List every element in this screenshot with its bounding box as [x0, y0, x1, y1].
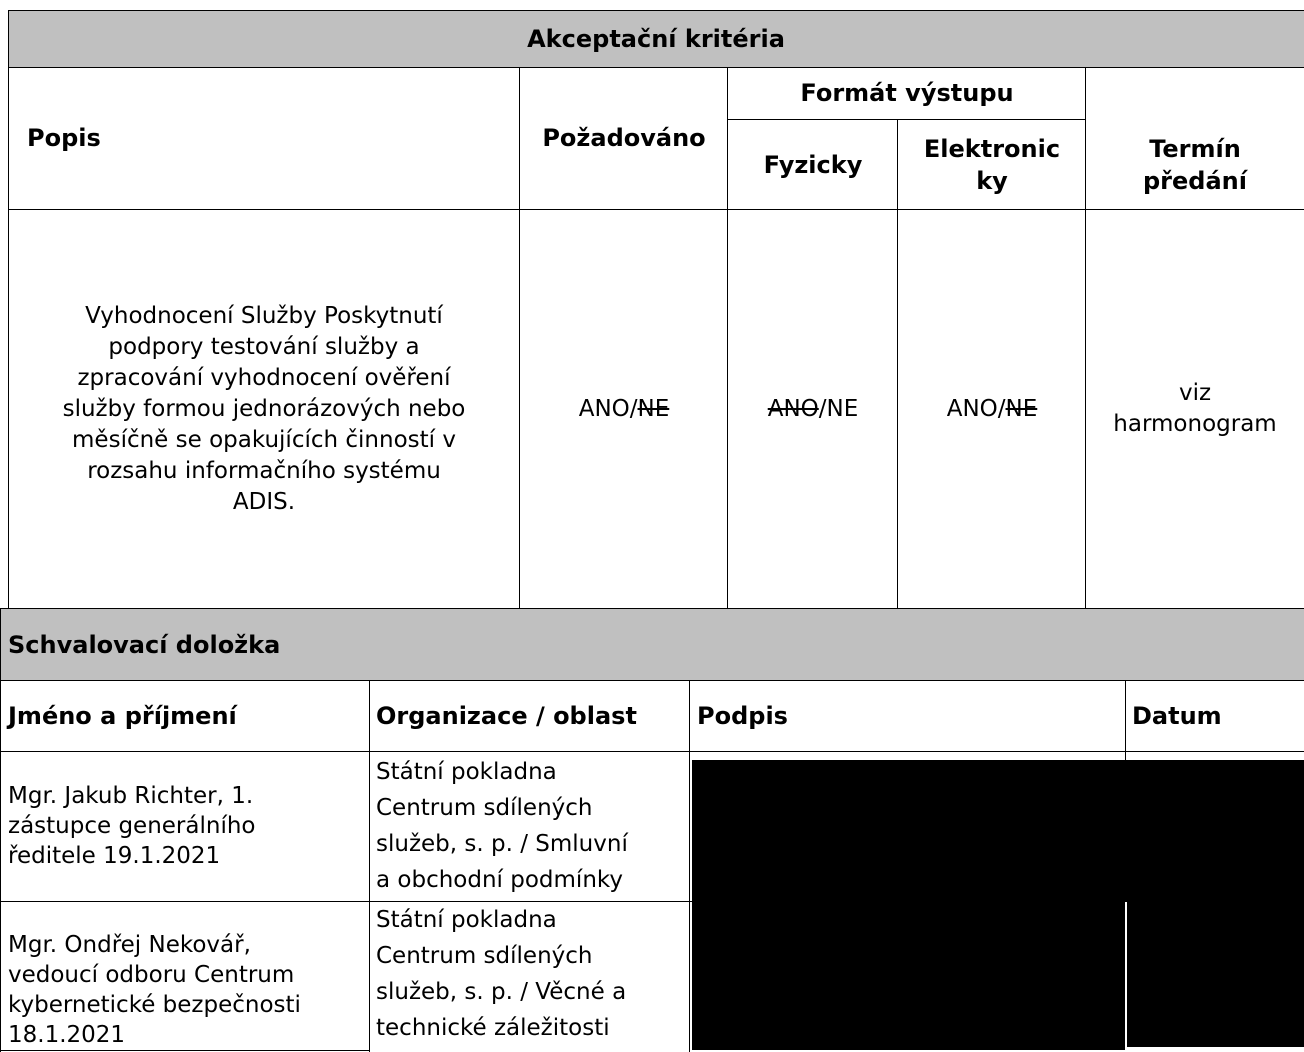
acceptance-title-bar — [8, 10, 1304, 67]
approval-title: Schvalovací doložka — [8, 630, 281, 659]
redaction-block — [692, 900, 1125, 1050]
approval-row1-jmeno: Mgr. Jakub Richter, 1. zástupce generálního ředitele 19.1.2021 — [8, 783, 256, 869]
header-termin-predani: Termín předání — [1143, 134, 1247, 195]
row-elektronicky — [898, 210, 1086, 608]
acceptance-title: Akceptační kritéria — [527, 24, 785, 53]
approval-row1-organizace: Státní pokladna Centrum sdílených služeb, s. p. / Smluvní a obchodní podmínky — [376, 759, 628, 893]
header-format-vystupu: Formát výstupu — [800, 79, 1014, 107]
row-popis: Vyhodnocení Služby Poskytnutí podpory testování služby a zpracování vyhodnocení ověření služby formou jednorázových nebo měsíčně se opakujících činností v rozsahu informačního systému ADIS. — [62, 302, 466, 515]
struck-text: ANO — [767, 395, 819, 422]
struck-text: NE — [1005, 395, 1038, 422]
header-popis: Popis — [27, 124, 101, 152]
header-datum: Datum — [1132, 702, 1222, 730]
header-pozadovano: Požadováno — [542, 124, 706, 152]
fyzicky-value: ANO/NE — [767, 395, 859, 422]
struck-text: NE — [637, 395, 670, 422]
header-fyzicky: Fyzicky — [763, 150, 863, 179]
row-termin: viz harmonogram — [1113, 380, 1277, 437]
redaction-block — [692, 760, 1304, 902]
row-fyzicky — [728, 210, 898, 608]
approval-title-bar — [0, 609, 1304, 680]
approval-row2-organizace: Státní pokladna Centrum sdílených služeb, s. p. / Věcné a technické záležitosti — [376, 907, 627, 1041]
header-organizace: Organizace / oblast — [376, 702, 637, 730]
header-elektronicky: Elektronic ky — [923, 134, 1061, 195]
pozadovano-value: ANO/NE — [578, 395, 670, 422]
elektronicky-value: ANO/NE — [946, 395, 1038, 422]
approval-row2-jmeno: Mgr. Ondřej Nekovář, vedoucí odboru Centrum kybernetické bezpečnosti 18.1.2021 — [8, 932, 301, 1048]
redaction-block — [1127, 900, 1304, 1047]
row-pozadovano — [520, 210, 728, 608]
header-jmeno: Jméno a příjmení — [8, 702, 237, 730]
header-podpis: Podpis — [697, 702, 788, 730]
